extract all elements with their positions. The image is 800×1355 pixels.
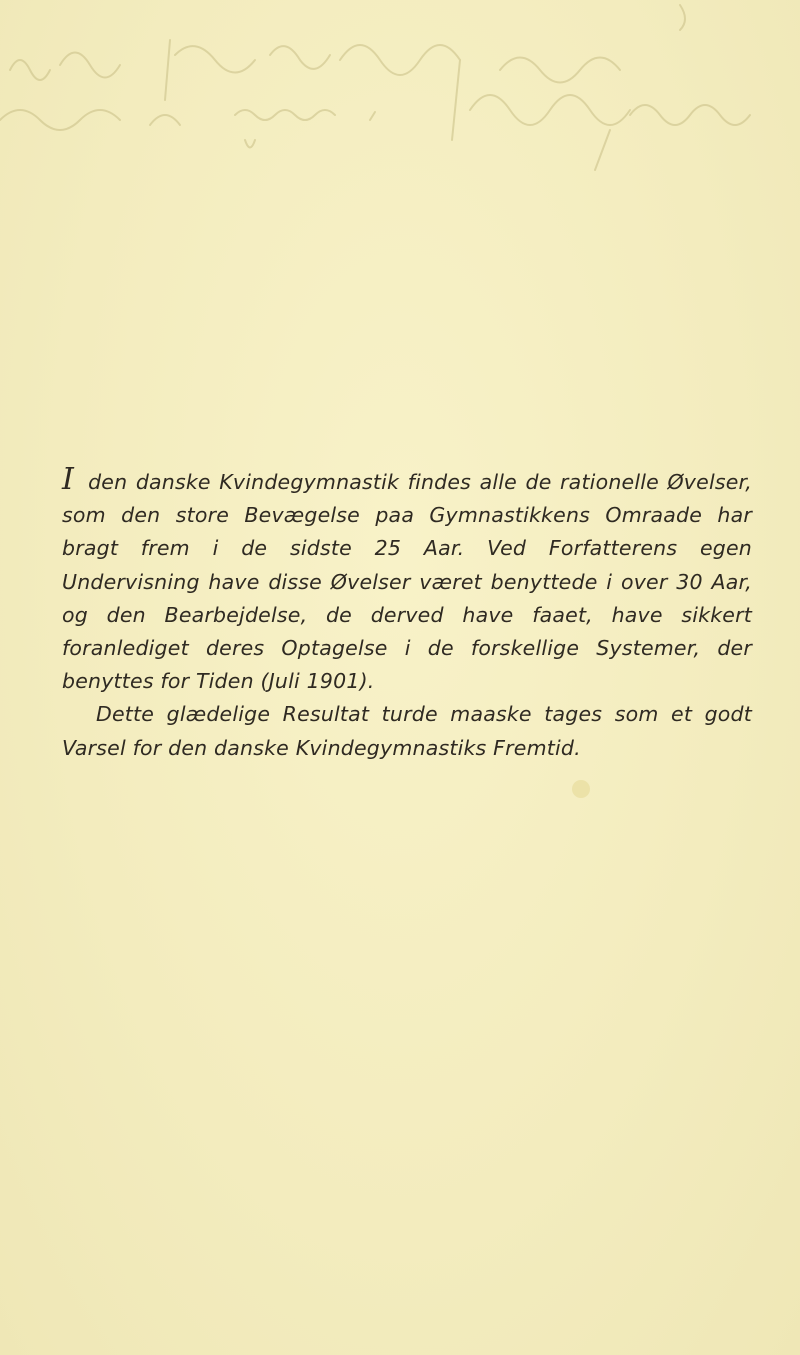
- initial-letter: I: [62, 462, 75, 497]
- paragraph-2: Dette glædelige Resultat turde maaske tages som et godt Varsel for den danske Kvindegymnastiks Fremtid.: [62, 702, 752, 760]
- paper-stain: [572, 780, 590, 798]
- paragraph-1: [62, 463, 752, 698]
- bleed-through-handwriting: [0, 0, 800, 200]
- paragraph-1-text: den danske Kvindegymnastik findes alle de rationelle Øvelser, som den store Bevægelse paa Gymnastikkens Omraade har bragt frem i de sidste 25 Aar. Ved Forfatterens egen Undervisning have disse Øvelser været benyttede i over 30 Aar, og den Bearbejdelse, de derved have faaet, have sikkert foranlediget deres Optagelse i de forskellige Systemer, der benyttes for Tiden (Juli 1901).: [62, 470, 752, 694]
- body-text: [62, 463, 752, 765]
